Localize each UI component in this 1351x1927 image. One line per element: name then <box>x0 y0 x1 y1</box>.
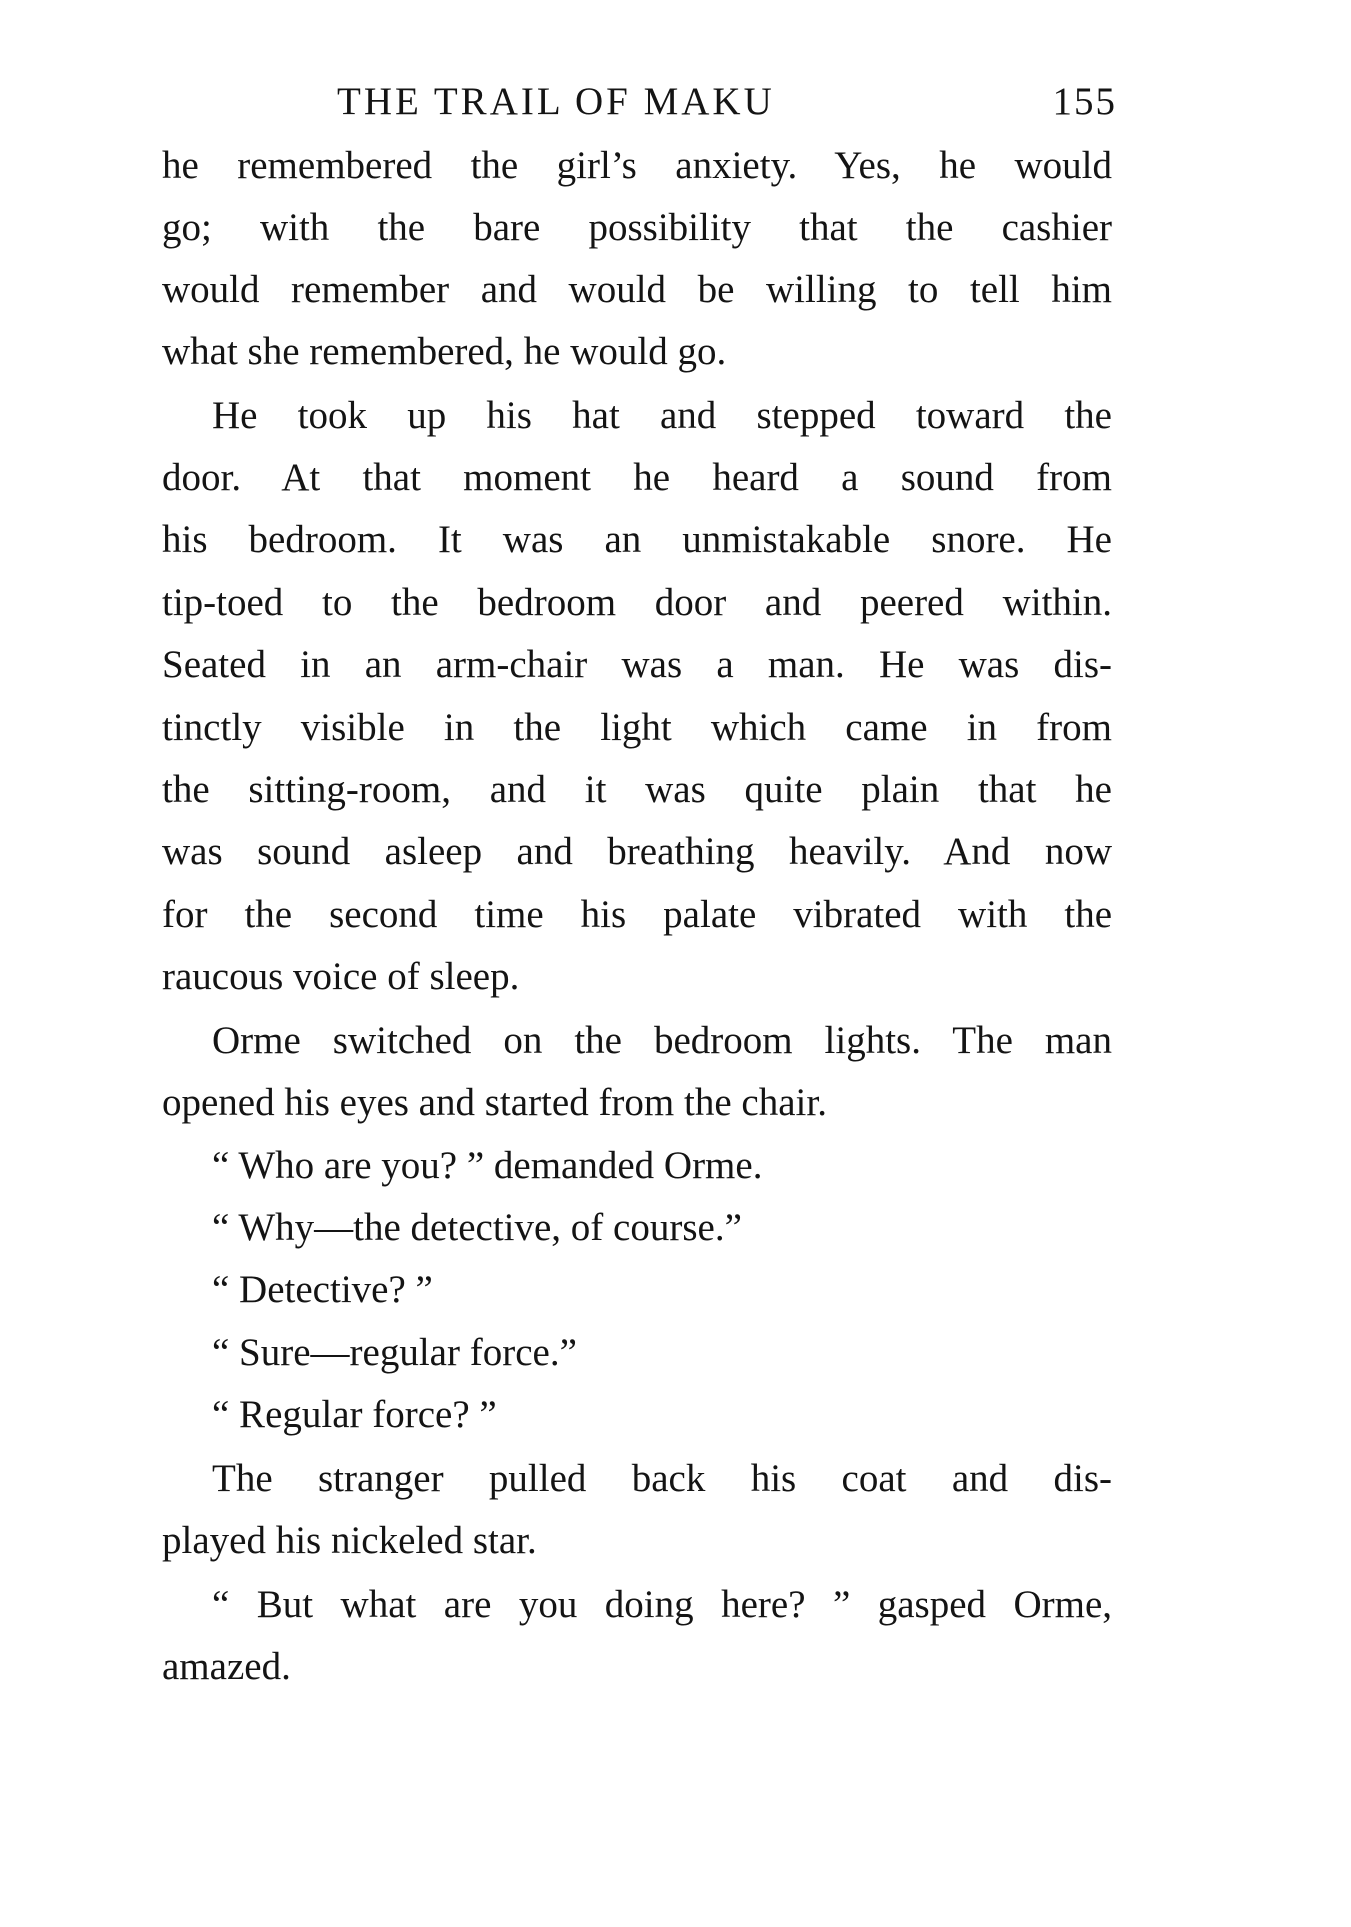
text-line: door. At that moment he heard a sound from <box>162 456 1112 499</box>
text-line: raucous voice of sleep. <box>162 955 520 998</box>
text-line: played his nickeled star. <box>162 1519 537 1562</box>
text-line: “ Why—the detective, of course.” <box>212 1206 742 1249</box>
text-line: The stranger pulled back his coat and dis- <box>212 1457 1112 1500</box>
text-line: his bedroom. It was an unmistakable snore. He <box>162 518 1112 561</box>
text-line: “ But what are you doing here? ” gasped Orme, <box>212 1583 1112 1626</box>
text-line: “ Regular force? ” <box>212 1393 497 1436</box>
text-line: for the second time his palate vibrated with the <box>162 893 1112 936</box>
text-line: the sitting-room, and it was quite plain that he <box>162 768 1112 811</box>
text-line: he remembered the girl’s anxiety. Yes, he would <box>162 144 1112 187</box>
text-line: would remember and would be willing to tell him <box>162 268 1112 311</box>
text-line: tip-toed to the bedroom door and peered within. <box>162 581 1112 624</box>
running-header <box>162 72 1117 132</box>
text-line: amazed. <box>162 1645 291 1688</box>
text-line: He took up his hat and stepped toward the <box>212 394 1112 437</box>
text-line: Orme switched on the bedroom lights. The man <box>212 1019 1112 1062</box>
running-title: THE TRAIL OF MAKU <box>337 80 775 123</box>
text-line: Seated in an arm-chair was a man. He was dis- <box>162 643 1112 686</box>
text-line: “ Who are you? ” demanded Orme. <box>212 1144 763 1187</box>
text-line: what she remembered, he would go. <box>162 330 727 373</box>
text-line: “ Sure—regular force.” <box>212 1331 577 1374</box>
text-line: opened his eyes and started from the chair. <box>162 1081 827 1124</box>
page-number: 155 <box>1052 80 1117 123</box>
text-line: “ Detective? ” <box>212 1268 433 1311</box>
text-line: was sound asleep and breathing heavily. And now <box>162 830 1112 873</box>
text-line: go; with the bare possibility that the cashier <box>162 206 1112 249</box>
text-line: tinctly visible in the light which came in from <box>162 706 1112 749</box>
